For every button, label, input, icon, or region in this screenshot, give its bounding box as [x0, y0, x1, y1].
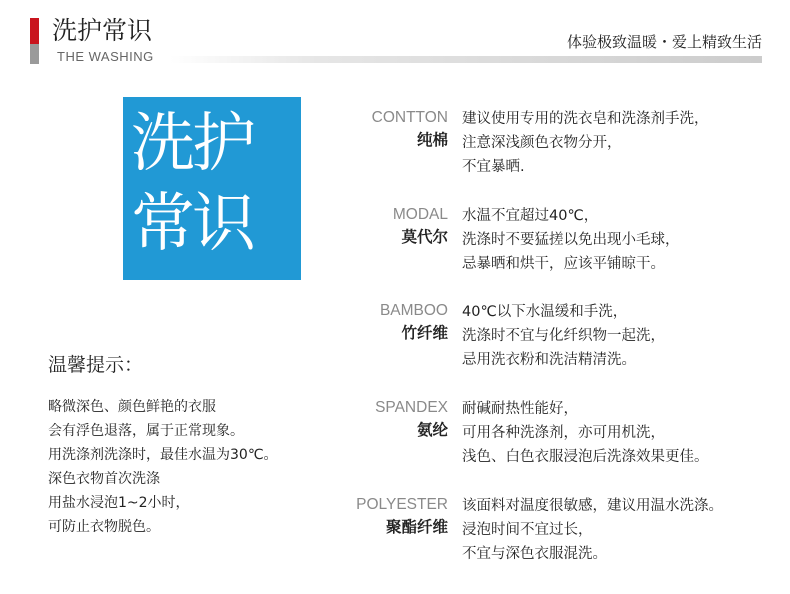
care-line: 水温不宜超过40℃，: [462, 208, 599, 224]
fabric-care-text: [462, 494, 723, 566]
tip-line: 略微深色、颜色鲜艳的衣服: [48, 399, 216, 415]
fabric-name-en: CONTTON: [371, 109, 448, 126]
tip-line: 用盐水浸泡1~2小时，: [48, 495, 190, 511]
washing-badge: [123, 97, 301, 280]
badge-line-2: 常识: [131, 187, 253, 261]
care-line: 40℃以下水温缓和手洗，: [462, 304, 628, 320]
care-line: 浅色、白色衣服浸泡后洗涤效果更佳。: [462, 449, 709, 465]
fabric-name-en: SPANDEX: [375, 399, 448, 416]
fabric-care-text: [462, 107, 709, 179]
tip-line: 用洗涤剂洗涤时，最佳水温为30℃。: [48, 447, 278, 463]
fabric-name-en: MODAL: [392, 206, 448, 223]
care-line: 忌用洗衣粉和洗洁精清洗。: [462, 352, 636, 368]
care-line: 洗涤时不宜与化纤织物一起洗，: [462, 328, 665, 344]
care-line: 洗涤时不要猛搓以免出现小毛球，: [462, 232, 680, 248]
fabric-care-text: [462, 300, 665, 372]
header-accent-bar-gray: [30, 44, 39, 64]
header-divider: [170, 56, 762, 63]
fabric-name-cn: 纯棉: [416, 131, 448, 149]
page-title: 洗护常识: [52, 16, 153, 45]
tips-list: [48, 395, 278, 539]
page-subtitle: THE WASHING: [57, 49, 154, 64]
tip-line: 会有浮色退落，属于正常现象。: [48, 423, 244, 439]
fabric-care-text: [462, 204, 680, 276]
tips-title: 温馨提示：: [48, 354, 144, 376]
care-line: 建议使用专用的洗衣皂和洗涤剂手洗，: [462, 111, 709, 127]
care-line: 注意深浅颜色衣物分开，: [462, 135, 622, 151]
fabric-name-en: BAMBOO: [379, 302, 448, 319]
fabric-name-en: POLYESTER: [356, 496, 448, 513]
care-line: 耐碱耐热性能好，: [462, 401, 578, 417]
care-line: 可用各种洗涤剂，亦可用机洗，: [462, 425, 665, 441]
fabric-name-cn: 莫代尔: [401, 228, 448, 246]
fabric-care-text: [462, 397, 709, 469]
care-line: 不宜暴晒.: [462, 159, 525, 175]
header-accent-bar: [30, 18, 39, 44]
header-slogan: 体验极致温暖・爱上精致生活: [566, 33, 762, 51]
tip-line: 深色衣物首次洗涤: [48, 471, 160, 487]
fabric-name-cn: 竹纤维: [401, 324, 448, 342]
fabric-name-cn: 聚酯纤维: [385, 518, 448, 536]
badge-line-1: 洗护: [131, 107, 253, 181]
fabric-name-cn: 氨纶: [416, 421, 448, 439]
care-line: 忌暴晒和烘干，应该平铺晾干。: [462, 256, 665, 272]
care-line: 浸泡时间不宜过长，: [462, 522, 593, 538]
care-line: 该面料对温度很敏感，建议用温水洗涤。: [462, 498, 723, 514]
care-line: 不宜与深色衣服混洗。: [462, 546, 607, 562]
tip-line: 可防止衣物脱色。: [48, 519, 160, 535]
